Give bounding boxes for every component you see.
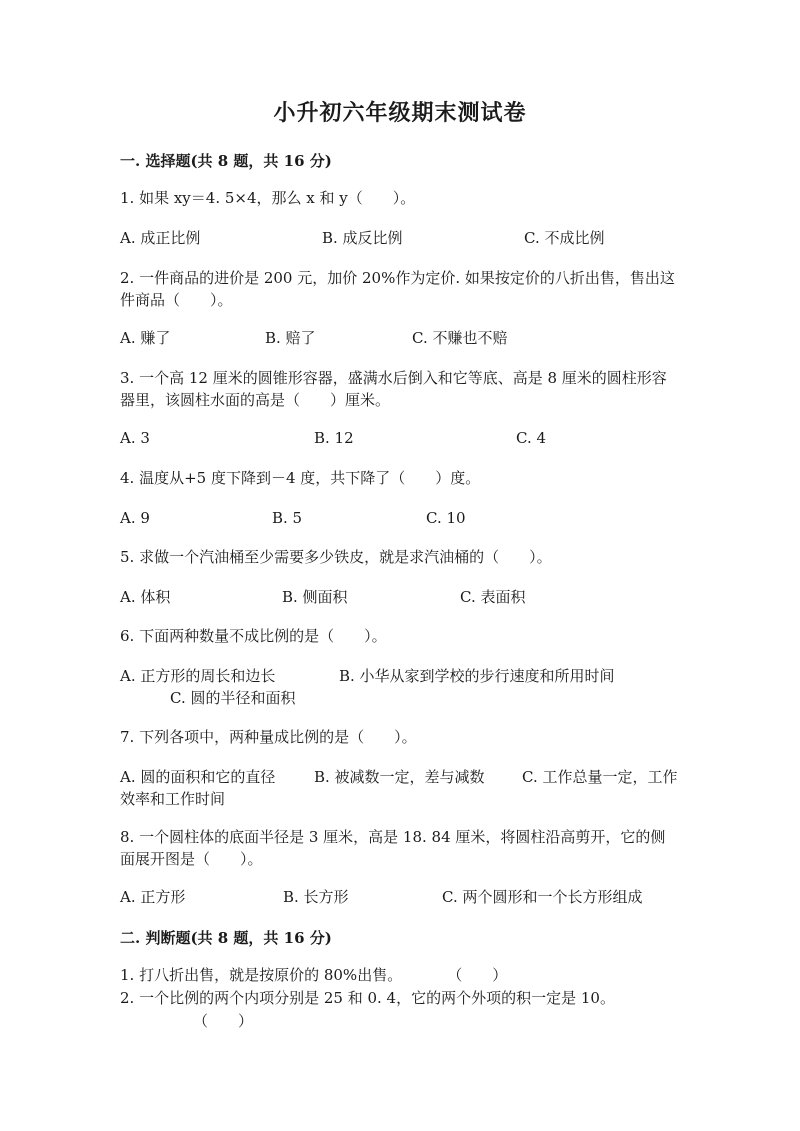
question-7-option-a: A. 圆的面积和它的直径 — [120, 768, 276, 786]
question-6-option-c: C. 圆的半径和面积 — [170, 689, 296, 707]
question-2: 2. 一件商品的进价是 200 元，加价 20%作为定价. 如果按定价的八折出售，售出这件商品（ ）。 — [120, 269, 675, 309]
judgment-question-2: 2. 一个比例的两个内项分别是 25 和 0. 4，它的两个外项的积一定是 10。 — [120, 989, 615, 1007]
question-4-option-b: B. 5 — [272, 509, 303, 527]
question-8-option-b: B. 长方形 — [283, 888, 349, 906]
question-8-option-a: A. 正方形 — [120, 888, 186, 906]
question-3-option-b: B. 12 — [314, 429, 354, 447]
page-title: 小升初六年级期末测试卷 — [273, 100, 527, 126]
section-heading-multiple-choice: 一. 选择题(共 8 题，共 16 分) — [120, 152, 332, 170]
question-7: 7. 下列各项中，两种量成比例的是（ ）。 — [120, 728, 417, 746]
question-2-option-b: B. 赔了 — [265, 329, 316, 347]
question-5: 5. 求做一个汽油桶至少需要多少铁皮，就是求汽油桶的（ ）。 — [120, 548, 552, 566]
section-heading-true-false: 二. 判断题(共 8 题，共 16 分) — [120, 929, 332, 947]
judgment-question-1: 1. 打八折出售，就是按原价的 80%出售。 （ ） — [120, 966, 508, 984]
judgment-question-2-answer-bracket: （ ） — [193, 1012, 254, 1030]
question-1-option-c: C. 不成比例 — [524, 229, 605, 247]
question-3-option-a: A. 3 — [120, 429, 150, 447]
question-6: 6. 下面两种数量不成比例的是（ ）。 — [120, 627, 387, 645]
question-1-option-b: B. 成反比例 — [322, 229, 403, 247]
question-4-option-c: C. 10 — [426, 509, 466, 527]
question-8: 8. 一个圆柱体的底面半径是 3 厘米，高是 18. 84 厘米，将圆柱沿高剪开，它的侧面展开图是（ ）。 — [120, 828, 666, 868]
question-3-option-c: C. 4 — [516, 429, 547, 447]
question-4-option-a: A. 9 — [120, 509, 150, 527]
question-4: 4. 温度从+5 度下降到－4 度，共下降了（ ）度。 — [120, 469, 481, 487]
question-8-option-c: C. 两个圆形和一个长方形组成 — [442, 888, 643, 906]
question-6-option-a: A. 正方形的周长和边长 — [120, 667, 276, 685]
question-5-option-b: B. 侧面积 — [282, 588, 348, 606]
question-3: 3. 一个高 12 厘米的圆锥形容器，盛满水后倒入和它等底、高是 8 厘米的圆柱形容器里，该圆柱水面的高是（ ）厘米。 — [120, 369, 667, 409]
question-5-option-c: C. 表面积 — [460, 588, 526, 606]
question-1: 1. 如果 xy＝4. 5×4，那么 x 和 y（ ）。 — [120, 189, 416, 207]
question-2-option-c: C. 不赚也不赔 — [412, 329, 508, 347]
question-2-option-a: A. 赚了 — [120, 329, 171, 347]
question-6-option-b: B. 小华从家到学校的步行速度和所用时间 — [339, 667, 615, 685]
question-7-option-b: B. 被减数一定，差与减数 — [314, 768, 485, 786]
question-7-option-c: C. 工作总量一定，工作效率和工作时间 — [120, 768, 678, 808]
question-5-option-a: A. 体积 — [120, 588, 171, 606]
question-1-option-a: A. 成正比例 — [120, 229, 201, 247]
